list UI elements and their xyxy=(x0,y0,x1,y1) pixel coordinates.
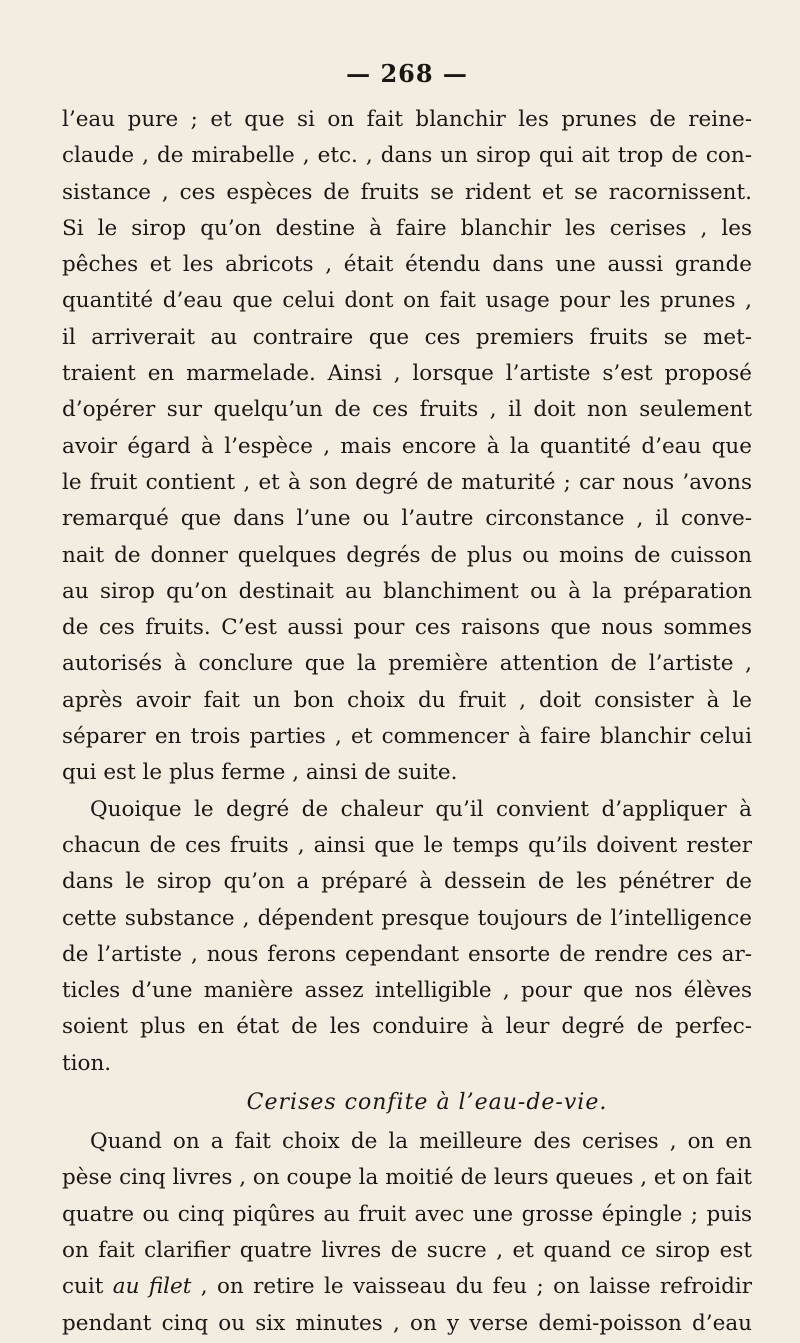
text-line: séparer en trois parties , et commencer à faire blanchir celui xyxy=(62,724,752,750)
text-line: cette substance , dépendent presque toujours de l’intelligence xyxy=(62,905,752,931)
text-line: Si le sirop qu’on destine à faire blanchir les cerises , les xyxy=(62,215,752,241)
text-line: après avoir fait un bon choix du fruit , doit consister à le xyxy=(62,687,752,713)
text-line-mixed xyxy=(62,1269,752,1305)
section-heading: Cerises confite à l’eau-de-vie. xyxy=(246,1090,608,1116)
text-line: pêches et les abricots , était étendu dans une aussi grande xyxy=(62,252,752,278)
text-line: claude , de mirabelle , etc. , dans un sirop qui ait trop de con- xyxy=(62,143,752,169)
text-line: le fruit contient , et à son degré de maturité ; car nous ’avons xyxy=(62,469,752,495)
text-line: l’eau pure ; et que si on fait blanchir les prunes de reine- xyxy=(62,107,752,132)
text-line: quantité d’eau que celui dont on fait usage pour les prunes , xyxy=(62,288,752,314)
text-line: pendant cinq ou six minutes , on y verse demi-poisson d’eau xyxy=(62,1310,752,1336)
text-line: quatre ou cinq piqûres au fruit avec une grosse épingle ; puis xyxy=(62,1201,752,1227)
paragraph-3 xyxy=(62,1124,752,1342)
text-line: qui est le plus ferme , ainsi de suite. xyxy=(62,760,458,786)
text-line: au sirop qu’on destinait au blanchiment ou à la préparation xyxy=(62,578,752,604)
text-line: soient plus en état de les conduire à leur degré de perfec- xyxy=(62,1014,752,1040)
text-line: Quoique le degré de chaleur qu’il convient d’appliquer à xyxy=(90,796,752,822)
text-line: chacun de ces fruits , ainsi que le temps qu’ils doivent rester xyxy=(62,832,752,858)
text-line: sistance , ces espèces de fruits se rident et se racornissent. xyxy=(62,179,752,205)
text-fragment: , on retire le vaisseau du feu ; on laisse refroidir xyxy=(191,1274,752,1300)
text-line: Quand on a fait choix de la meilleure des cerises , on en xyxy=(90,1129,752,1155)
text-fragment: cuit xyxy=(62,1274,113,1300)
text-line: on fait clarifier quatre livres de sucre , et quand ce sirop est xyxy=(62,1237,752,1263)
text-line: avoir égard à l’espèce , mais encore à la quantité d’eau que xyxy=(62,433,752,459)
text-line: il arriverait au contraire que ces premiers fruits se met- xyxy=(62,324,752,350)
text-line: pèse cinq livres , on coupe la moitié de leurs queues , et on fait xyxy=(62,1165,752,1191)
text-line: de l’artiste , nous ferons cependant ensorte de rendre ces ar- xyxy=(62,941,752,967)
text-line: tion. xyxy=(62,1050,112,1076)
page-number: — 268 — xyxy=(346,59,468,88)
paragraph-2 xyxy=(62,792,752,1082)
text-line: dans le sirop qu’on a préparé à dessein de les pénétrer de xyxy=(62,869,752,895)
italic-term: au filet xyxy=(112,1274,192,1300)
text-line: de ces fruits. C’est aussi pour ces raisons que nous sommes xyxy=(62,615,752,641)
text-line: remarqué que dans l’une ou l’autre circonstance , il conve- xyxy=(62,506,752,532)
text-line: autorisés à conclure que la première attention de l’artiste , xyxy=(62,651,752,677)
text-line: nait de donner quelques degrés de plus ou moins de cuisson xyxy=(62,542,752,568)
text-line: ticles d’une manière assez intelligible , pour que nos élèves xyxy=(62,978,752,1004)
paragraph-1 xyxy=(62,102,752,792)
text-line: traient en marmelade. Ainsi , lorsque l’artiste s’est proposé xyxy=(62,361,752,387)
text-line: d’opérer sur quelqu’un de ces fruits , il doit non seulement xyxy=(62,397,752,423)
